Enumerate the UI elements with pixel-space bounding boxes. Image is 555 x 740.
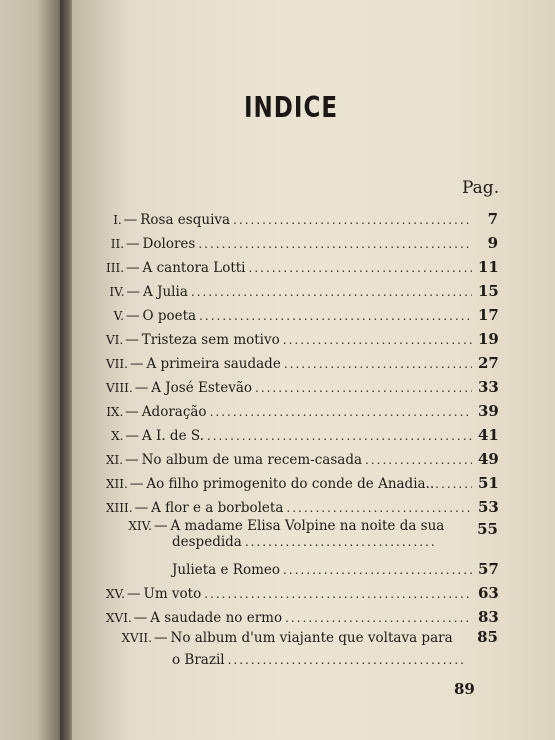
entry-page: 19	[478, 330, 499, 348]
dot-leader	[228, 653, 466, 667]
entry-page: 83	[478, 608, 499, 626]
dot-leader	[210, 405, 472, 419]
toc-entry: VII. — A primeira saudade ..... 27	[106, 354, 498, 372]
entry-title: O poeta	[142, 308, 197, 324]
entry-number: IX.	[106, 405, 124, 419]
entry-page: 11	[478, 258, 499, 276]
toc-entry: XIV. — A madame Elisa Volpine na noite da sua 55	[106, 516, 498, 534]
left-page-edge	[0, 0, 66, 740]
entry-page: 57	[478, 560, 499, 578]
entry-title: Tristeza sem motivo	[141, 332, 280, 348]
entry-number: XI.	[106, 453, 124, 467]
entry-page: 7	[487, 210, 498, 228]
entry-number: I.	[113, 213, 122, 227]
entry-number: IV.	[109, 285, 125, 299]
entry-title: o Brazil	[172, 652, 225, 668]
toc-entry: VIII. — A José Estevão ..... 33	[106, 378, 498, 396]
entry-page: 9	[487, 234, 498, 252]
entry-title: Rosa esquiva	[140, 212, 231, 228]
dot-leader	[365, 453, 472, 467]
entry-title: A flor e a borboleta	[151, 500, 284, 516]
entry-number: XV.	[106, 587, 125, 601]
entry-page: 51	[478, 474, 499, 492]
toc-entry: II. — Dolores ..... 9	[106, 234, 498, 252]
toc-entry: X. — A I. de S. ..... 41	[106, 426, 498, 444]
entry-page: 39	[478, 402, 499, 420]
toc-entry-continuation	[172, 652, 472, 670]
entry-title: No album de uma recem-casada	[141, 452, 363, 468]
toc-entry: XVI. — A saudade no ermo ..... 83	[106, 608, 498, 626]
entry-number: XIV.	[128, 519, 152, 533]
dot-leader	[233, 213, 472, 227]
dot-leader	[286, 501, 472, 515]
toc-entry-continuation	[172, 534, 440, 552]
entry-title: A cantora Lotti	[142, 260, 246, 276]
entry-page: 41	[478, 426, 499, 444]
entry-title: Julieta e Romeo	[172, 562, 280, 578]
dot-leader	[204, 587, 472, 601]
entry-title: A saudade no ermo	[150, 610, 283, 626]
dot-leader	[207, 429, 472, 443]
dot-leader	[283, 563, 472, 577]
entry-number: VII.	[106, 357, 128, 371]
entry-title: A I. de S.	[141, 428, 204, 444]
toc-entry: I. — Rosa esquiva ..... 7	[106, 210, 498, 228]
entry-page: 53	[478, 498, 499, 516]
entry-page: 63	[478, 584, 499, 602]
entry-page: 85	[477, 628, 498, 646]
book-page	[72, 0, 555, 740]
entry-page: 33	[478, 378, 499, 396]
entry-number: XVI.	[106, 611, 132, 625]
entry-number: VI.	[106, 333, 124, 347]
dot-leader	[191, 285, 472, 299]
page-title: INDICE	[244, 92, 339, 125]
entry-title: Adoração	[141, 404, 207, 420]
entry-title: Ao filho primogenito do conde de Anadia..	[146, 476, 435, 492]
entry-title: No album d'um viajante que voltava para	[170, 630, 453, 646]
entry-title: Um voto	[143, 586, 202, 602]
toc-entry: V. — O poeta ..... 17	[106, 306, 498, 324]
dot-leader	[283, 333, 472, 347]
entry-number: XII.	[106, 477, 128, 491]
dot-leader	[199, 309, 472, 323]
entry-page: 27	[478, 354, 499, 372]
toc-entry	[172, 560, 498, 578]
entry-title: A primeira saudade	[146, 356, 281, 372]
dot-leader	[255, 381, 472, 395]
dot-leader	[435, 477, 472, 491]
entry-title: A Julia	[143, 284, 188, 300]
entry-number: XVII.	[121, 631, 152, 645]
entry-number: III.	[106, 261, 125, 275]
entry-page: 89	[454, 680, 475, 698]
dot-leader	[284, 357, 472, 371]
toc-entry: XVII. — No album d'um viajante que voltava para 85	[106, 628, 498, 646]
page-column-label: Pag.	[462, 178, 500, 198]
dot-leader	[285, 611, 472, 625]
toc-entry: XI. — No album de uma recem-casada ..... 49	[106, 450, 498, 468]
entry-page: 17	[478, 306, 499, 324]
toc-entry: IX. — Adoração ..... 39	[106, 402, 498, 420]
toc-entry: VI. — Tristeza sem motivo ..... 19	[106, 330, 498, 348]
entry-number: VIII.	[106, 381, 133, 395]
entry-page: 49	[478, 450, 499, 468]
entry-title: despedida	[172, 534, 242, 550]
entry-title: A José Estevão	[151, 380, 252, 396]
toc-entry: III. — A cantora Lotti ..... 11	[106, 258, 498, 276]
entry-title: A madame Elisa Volpine na noite da sua	[170, 518, 445, 534]
toc-entry: XIII. — A flor e a borboleta ..... 53	[106, 498, 498, 516]
entry-number: V.	[113, 309, 124, 323]
entry-page: 15	[478, 282, 499, 300]
entry-number: II.	[110, 237, 125, 251]
dot-leader	[249, 261, 473, 275]
entry-page: 55	[477, 520, 498, 538]
entry-number: XIII.	[106, 501, 133, 515]
entry-title: Dolores	[142, 236, 196, 252]
dot-leader	[198, 237, 472, 251]
toc-entry: XV. — Um voto ..... 63	[106, 584, 498, 602]
toc-entry: IV. — A Julia ..... 15	[106, 282, 498, 300]
toc-entry: XII. — Ao filho primogenito do conde de Anadia.. ..... 51	[106, 474, 498, 492]
entry-number: X.	[111, 429, 124, 443]
dot-leader	[245, 535, 434, 549]
